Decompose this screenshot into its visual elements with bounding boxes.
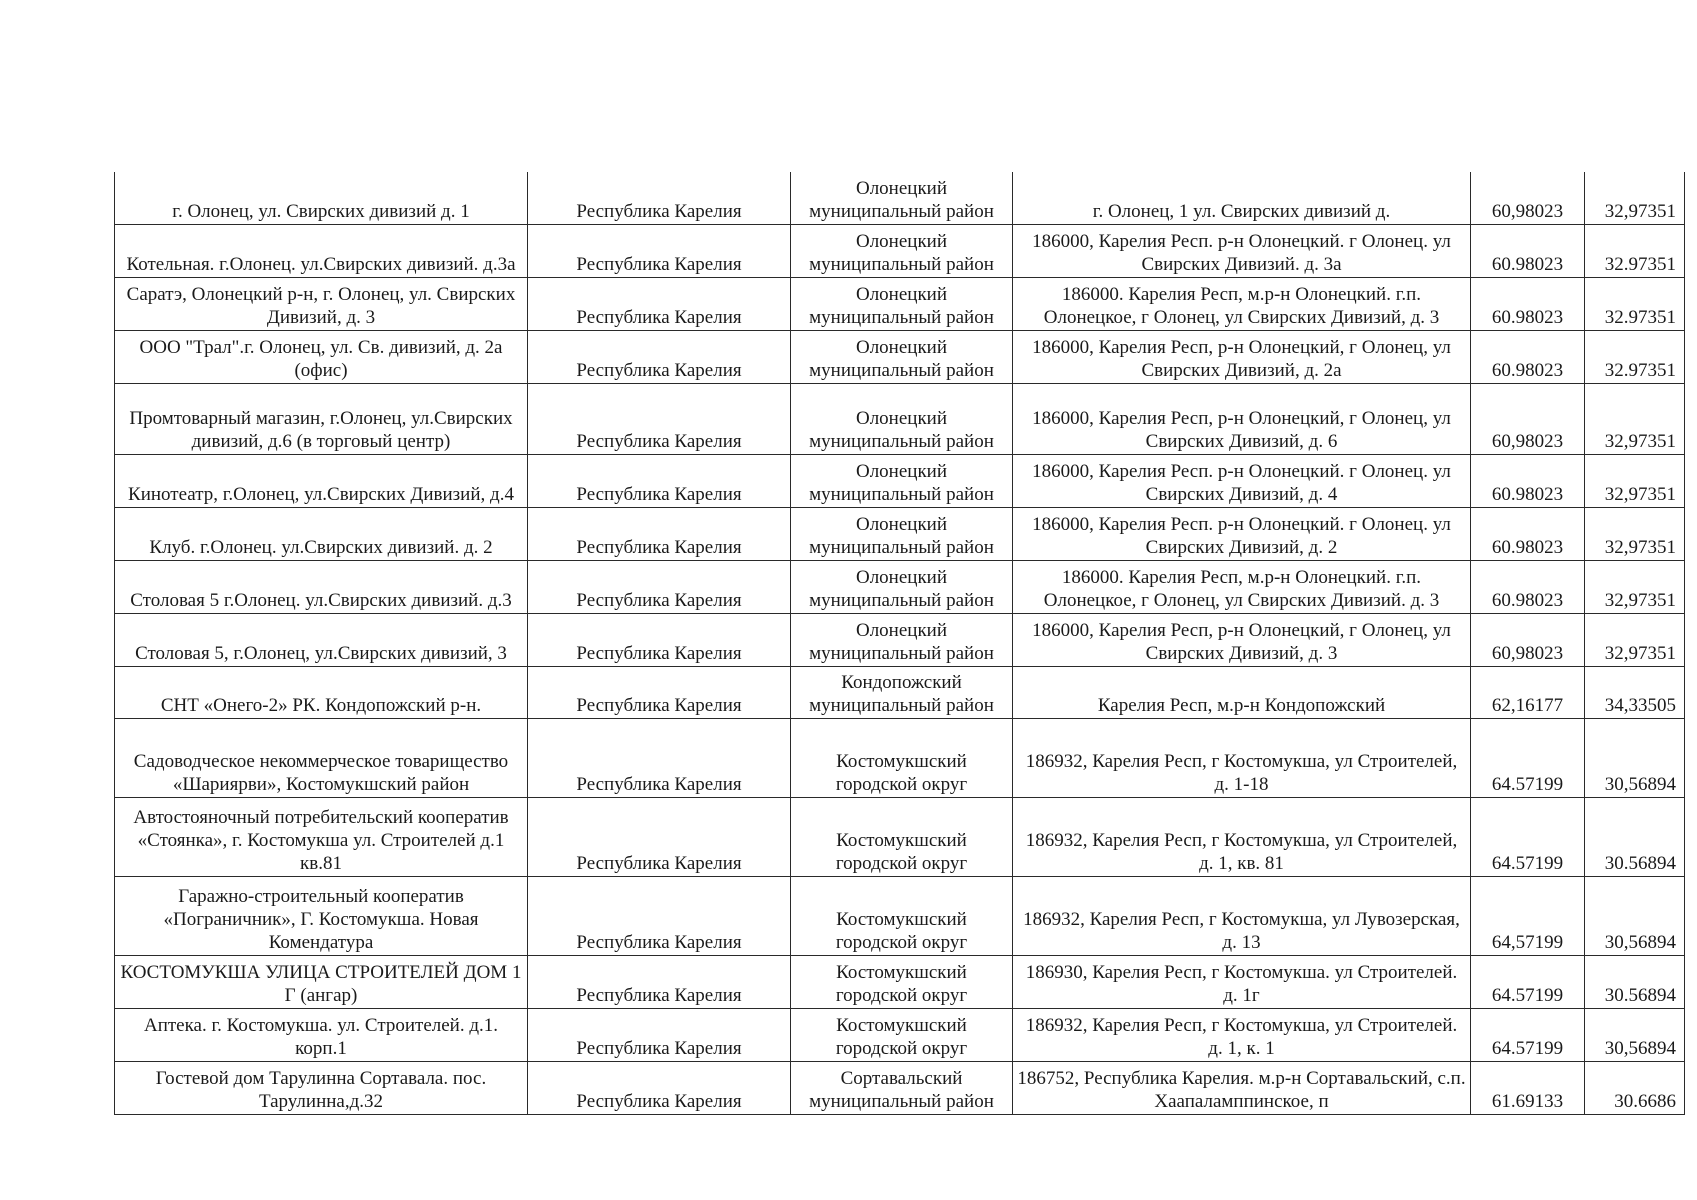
- district-cell: Костомукшский городской округ: [791, 718, 1013, 797]
- region-cell: Республика Карелия: [528, 1008, 791, 1061]
- object-name-cell: Столовая 5, г.Олонец, ул.Свирских дивизий, 3: [115, 613, 528, 666]
- table-row: [115, 613, 1685, 666]
- longitude-cell: 32,97351: [1585, 613, 1685, 666]
- table-row: [115, 955, 1685, 1008]
- object-name-cell: Саратэ, Олонецкий р-н, г. Олонец, ул. Свирских Дивизий, д. 3: [115, 277, 528, 330]
- table-body: [115, 172, 1685, 1114]
- district-cell: Олонецкий муниципальный район: [791, 507, 1013, 560]
- region-cell: Республика Карелия: [528, 797, 791, 876]
- address-cell: г. Олонец, 1 ул. Свирских дивизий д.: [1013, 172, 1471, 224]
- address-cell: Карелия Респ, м.р-н Кондопожский: [1013, 666, 1471, 718]
- object-name-cell: Гостевой дом Тарулинна Сортавала. пос. Тарулинна,д.32: [115, 1061, 528, 1114]
- address-cell: 186000, Карелия Респ. р-н Олонецкий. г Олонец. ул Свирских Дивизий, д. 4: [1013, 454, 1471, 507]
- latitude-cell: 60.98023: [1471, 507, 1585, 560]
- district-cell: Сортавальский муниципальный район: [791, 1061, 1013, 1114]
- table-row: [115, 507, 1685, 560]
- latitude-cell: 61.69133: [1471, 1061, 1585, 1114]
- address-cell: 186000, Карелия Респ. р-н Олонецкий. г Олонец. ул Свирских Дивизий, д. 2: [1013, 507, 1471, 560]
- latitude-cell: 62,16177: [1471, 666, 1585, 718]
- latitude-cell: 60.98023: [1471, 277, 1585, 330]
- district-cell: Олонецкий муниципальный район: [791, 277, 1013, 330]
- region-cell: Республика Карелия: [528, 330, 791, 383]
- table-row: [115, 1008, 1685, 1061]
- object-name-cell: КОСТОМУКША УЛИЦА СТРОИТЕЛЕЙ ДОМ 1 Г (ангар): [115, 955, 528, 1008]
- district-cell: Олонецкий муниципальный район: [791, 172, 1013, 224]
- coordinates-table: [114, 172, 1685, 1115]
- longitude-cell: 32.97351: [1585, 277, 1685, 330]
- district-cell: Костомукшский городской округ: [791, 797, 1013, 876]
- address-cell: 186930, Карелия Респ, г Костомукша. ул Строителей. д. 1г: [1013, 955, 1471, 1008]
- object-name-cell: Аптека. г. Костомукша. ул. Строителей. д.1. корп.1: [115, 1008, 528, 1061]
- object-name-cell: ООО "Трал".г. Олонец, ул. Св. дивизий, д. 2а (офис): [115, 330, 528, 383]
- table-row: [115, 330, 1685, 383]
- address-cell: 186000, Карелия Респ, р-н Олонецкий, г Олонец, ул Свирских Дивизий, д. 3: [1013, 613, 1471, 666]
- object-name-cell: Промтоварный магазин, г.Олонец, ул.Свирских дивизий, д.6 (в торговый центр): [115, 383, 528, 454]
- region-cell: Республика Карелия: [528, 666, 791, 718]
- address-cell: 186752, Республика Карелия. м.р-н Сортавальский, с.п. Хаапаламппинское, п: [1013, 1061, 1471, 1114]
- region-cell: Республика Карелия: [528, 277, 791, 330]
- region-cell: Республика Карелия: [528, 560, 791, 613]
- longitude-cell: 32,97351: [1585, 507, 1685, 560]
- latitude-cell: 64,57199: [1471, 876, 1585, 955]
- longitude-cell: 32.97351: [1585, 224, 1685, 277]
- latitude-cell: 60,98023: [1471, 383, 1585, 454]
- table-row: [115, 277, 1685, 330]
- table-row: [115, 876, 1685, 955]
- district-cell: Олонецкий муниципальный район: [791, 383, 1013, 454]
- latitude-cell: 64.57199: [1471, 1008, 1585, 1061]
- longitude-cell: 30,56894: [1585, 718, 1685, 797]
- latitude-cell: 60.98023: [1471, 454, 1585, 507]
- longitude-cell: 34,33505: [1585, 666, 1685, 718]
- table-row: [115, 454, 1685, 507]
- object-name-cell: Столовая 5 г.Олонец. ул.Свирских дивизий. д.3: [115, 560, 528, 613]
- district-cell: Олонецкий муниципальный район: [791, 560, 1013, 613]
- latitude-cell: 60.98023: [1471, 330, 1585, 383]
- longitude-cell: 32,97351: [1585, 454, 1685, 507]
- latitude-cell: 60,98023: [1471, 613, 1585, 666]
- district-cell: Костомукшский городской округ: [791, 955, 1013, 1008]
- object-name-cell: Котельная. г.Олонец. ул.Свирских дивизий. д.3а: [115, 224, 528, 277]
- region-cell: Республика Карелия: [528, 955, 791, 1008]
- address-cell: 186932, Карелия Респ, г Костомукша, ул Строителей. д. 1, к. 1: [1013, 1008, 1471, 1061]
- region-cell: Республика Карелия: [528, 224, 791, 277]
- table-row: [115, 718, 1685, 797]
- address-cell: 186000, Карелия Респ, р-н Олонецкий, г Олонец, ул Свирских Дивизий, д. 6: [1013, 383, 1471, 454]
- object-name-cell: Клуб. г.Олонец. ул.Свирских дивизий. д. 2: [115, 507, 528, 560]
- latitude-cell: 60.98023: [1471, 560, 1585, 613]
- address-cell: 186000. Карелия Респ, м.р-н Олонецкий. г.п. Олонецкое, г Олонец, ул Свирских Дивизий. д. 3: [1013, 560, 1471, 613]
- district-cell: Олонецкий муниципальный район: [791, 454, 1013, 507]
- region-cell: Республика Карелия: [528, 507, 791, 560]
- latitude-cell: 60.98023: [1471, 224, 1585, 277]
- table-row: [115, 383, 1685, 454]
- address-cell: 186000, Карелия Респ, р-н Олонецкий, г Олонец, ул Свирских Дивизий, д. 2а: [1013, 330, 1471, 383]
- table-row: [115, 1061, 1685, 1114]
- longitude-cell: 32.97351: [1585, 330, 1685, 383]
- region-cell: Республика Карелия: [528, 383, 791, 454]
- longitude-cell: 32,97351: [1585, 172, 1685, 224]
- object-name-cell: Садоводческое некоммерческое товарищество «Шариярви», Костомукшский район: [115, 718, 528, 797]
- longitude-cell: 30.56894: [1585, 955, 1685, 1008]
- address-cell: 186932, Карелия Респ, г Костомукша, ул Лувозерская, д. 13: [1013, 876, 1471, 955]
- address-cell: 186932, Карелия Респ, г Костомукша, ул Строителей, д. 1, кв. 81: [1013, 797, 1471, 876]
- object-name-cell: Кинотеатр, г.Олонец, ул.Свирских Дивизий, д.4: [115, 454, 528, 507]
- longitude-cell: 30.56894: [1585, 797, 1685, 876]
- longitude-cell: 30,56894: [1585, 876, 1685, 955]
- district-cell: Костомукшский городской округ: [791, 1008, 1013, 1061]
- address-cell: 186000, Карелия Респ. р-н Олонецкий. г Олонец. ул Свирских Дивизий. д. 3а: [1013, 224, 1471, 277]
- latitude-cell: 64.57199: [1471, 955, 1585, 1008]
- latitude-cell: 60,98023: [1471, 172, 1585, 224]
- table-row: [115, 666, 1685, 718]
- district-cell: Костомукшский городской округ: [791, 876, 1013, 955]
- district-cell: Кондопожский муниципальный район: [791, 666, 1013, 718]
- longitude-cell: 30,56894: [1585, 1008, 1685, 1061]
- region-cell: Республика Карелия: [528, 454, 791, 507]
- region-cell: Республика Карелия: [528, 613, 791, 666]
- latitude-cell: 64.57199: [1471, 718, 1585, 797]
- table-row: [115, 224, 1685, 277]
- object-name-cell: СНТ «Онего-2» РК. Кондопожский р-н.: [115, 666, 528, 718]
- object-name-cell: Гаражно-строительный кооператив «Пограничник», Г. Костомукша. Новая Комендатура: [115, 876, 528, 955]
- region-cell: Республика Карелия: [528, 172, 791, 224]
- region-cell: Республика Карелия: [528, 876, 791, 955]
- region-cell: Республика Карелия: [528, 1061, 791, 1114]
- object-name-cell: г. Олонец, ул. Свирских дивизий д. 1: [115, 172, 528, 224]
- table-row: [115, 797, 1685, 876]
- address-cell: 186000. Карелия Респ, м.р-н Олонецкий. г.п. Олонецкое, г Олонец, ул Свирских Дивизий, д. 3: [1013, 277, 1471, 330]
- table-row: [115, 560, 1685, 613]
- object-name-cell: Автостояночный потребительский кооператив «Стоянка», г. Костомукша ул. Строителей д.1 кв.81: [115, 797, 528, 876]
- table-row: [115, 172, 1685, 224]
- latitude-cell: 64.57199: [1471, 797, 1585, 876]
- longitude-cell: 32,97351: [1585, 383, 1685, 454]
- longitude-cell: 32,97351: [1585, 560, 1685, 613]
- region-cell: Республика Карелия: [528, 718, 791, 797]
- longitude-cell: 30.6686: [1585, 1061, 1685, 1114]
- address-cell: 186932, Карелия Респ, г Костомукша, ул Строителей, д. 1-18: [1013, 718, 1471, 797]
- district-cell: Олонецкий муниципальный район: [791, 330, 1013, 383]
- district-cell: Олонецкий муниципальный район: [791, 613, 1013, 666]
- district-cell: Олонецкий муниципальный район: [791, 224, 1013, 277]
